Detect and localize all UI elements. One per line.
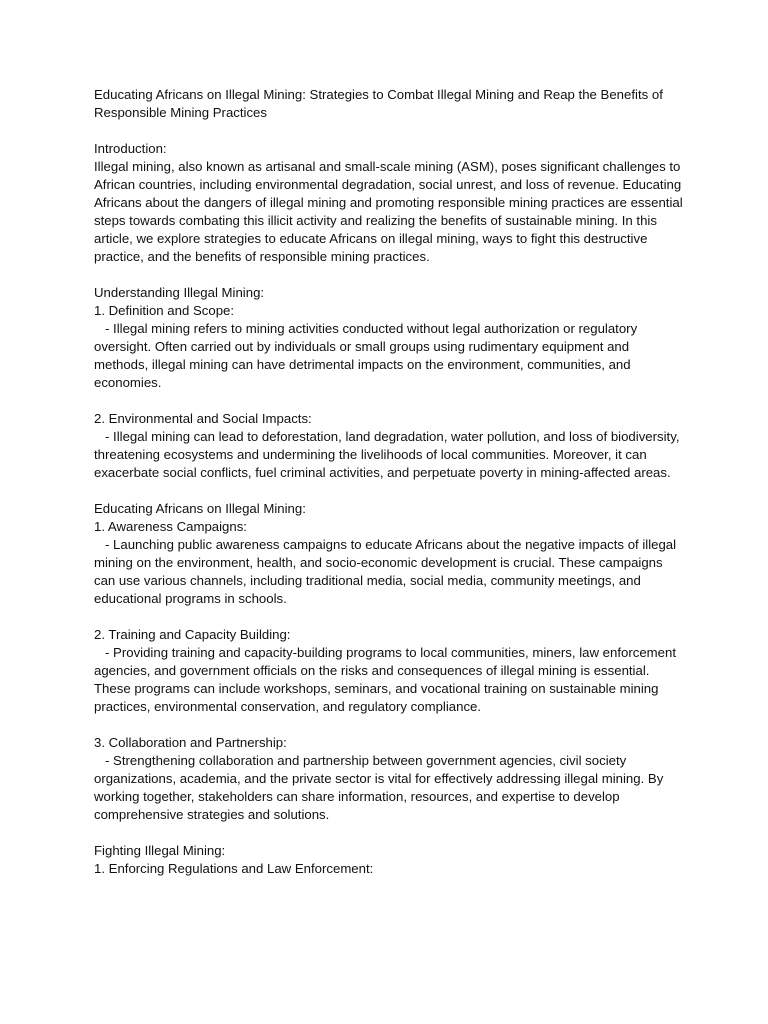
training-capacity-title: 2. Training and Capacity Building: [94, 627, 291, 642]
collaboration-title: 3. Collaboration and Partnership: [94, 735, 287, 750]
educating-heading: Educating Africans on Illegal Mining: [94, 501, 306, 516]
awareness-campaigns-title: 1. Awareness Campaigns: [94, 519, 247, 534]
environmental-impacts-text: - Illegal mining can lead to deforestation, land degradation, water pollution, and loss of biodiversity, threatening ecosystems and undermining the livelihoods of local communities. Moreover, it can exacerbate social conflicts, fuel criminal activities, and perpetuate poverty in mining-affected areas. [94, 429, 684, 480]
environmental-impacts-section [94, 410, 684, 482]
definition-scope-title: 1. Definition and Scope: [94, 303, 235, 318]
understanding-heading: Understanding Illegal Mining: [94, 285, 265, 300]
enforcing-regulations-title: 1. Enforcing Regulations and Law Enforcement: [94, 861, 374, 876]
document-title: Educating Africans on Illegal Mining: Strategies to Combat Illegal Mining and Reap the Benefits of Responsible Mining Practices [94, 87, 663, 120]
training-capacity-text: - Providing training and capacity-building programs to local communities, miners, law enforcement agencies, and government officials on the risks and consequences of illegal mining is essential. These programs can include workshops, seminars, and vocational training on sustainable mining practices, environmental conservation, and regulatory compliance. [94, 645, 680, 714]
collaboration-text: - Strengthening collaboration and partnership between government agencies, civil society organizations, academia, and the private sector is vital for effectively addressing illegal mining. By working together, stakeholders can share information, resources, and expertise to develop comprehensive strategies and solutions. [94, 753, 667, 822]
environmental-impacts-title: 2. Environmental and Social Impacts: [94, 411, 312, 426]
understanding-definition-section [94, 284, 684, 392]
fighting-section [94, 842, 684, 878]
collaboration-section [94, 734, 684, 824]
introduction-text: Illegal mining, also known as artisanal and small-scale mining (ASM), poses significant challenges to African countries, including environmental degradation, social unrest, and loss of revenue. Educating Africans about the dangers of illegal mining and promoting responsible mining practices are essential steps towards combating this illicit activity and realizing the benefits of sustainable mining. In this article, we explore strategies to educate Africans on illegal mining, ways to fight this destructive practice, and the benefits of responsible mining practices. [94, 159, 683, 264]
training-capacity-section [94, 626, 684, 716]
awareness-campaigns-text: - Launching public awareness campaigns to educate Africans about the negative impacts of illegal mining on the environment, health, and socio-economic development is crucial. These campaigns can use various channels, including traditional media, social media, community meetings, and educational programs in schools. [94, 537, 680, 606]
fighting-heading: Fighting Illegal Mining: [94, 843, 226, 858]
document-title-block [94, 86, 684, 122]
document-page [94, 86, 684, 896]
introduction-heading: Introduction: [94, 141, 167, 156]
definition-scope-text: - Illegal mining refers to mining activities conducted without legal authorization or regulatory oversight. Often carried out by individuals or small groups using rudimentary equipment and methods, illegal mining can have detrimental impacts on the environment, communities, and economies. [94, 321, 641, 390]
awareness-campaigns-section [94, 500, 684, 608]
introduction-section [94, 140, 684, 266]
